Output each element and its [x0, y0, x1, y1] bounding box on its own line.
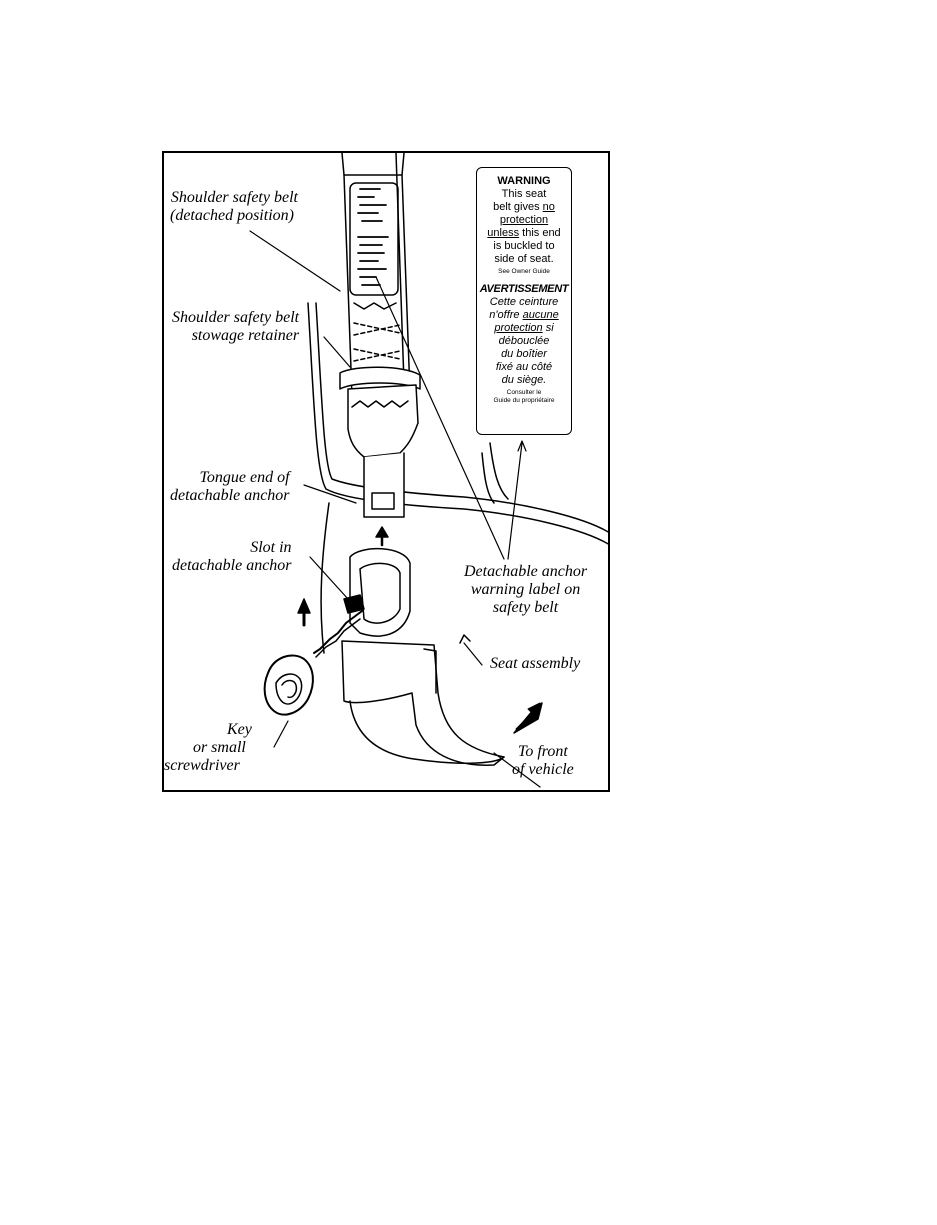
- label-text-part: si: [542, 322, 554, 334]
- tongue-plate: [348, 385, 418, 457]
- label-text: [477, 227, 571, 240]
- label-text: This seat: [501, 188, 547, 200]
- label-text-part: belt gives: [493, 201, 543, 213]
- label-text-underlined: protection: [499, 214, 549, 226]
- callout-slot: [172, 539, 292, 575]
- callout-line: Shoulder safety belt: [170, 189, 298, 206]
- seat-cushion-edge: [321, 503, 329, 653]
- callout-line: screwdriver: [164, 757, 240, 774]
- callout-line: Shoulder safety belt: [172, 309, 300, 326]
- label-text-underlined: no: [542, 201, 555, 213]
- label-text: side of seat.: [494, 253, 554, 265]
- label-text-underlined: unless: [487, 227, 520, 239]
- label-text: [477, 309, 571, 322]
- diagram-frame: [162, 151, 610, 792]
- callout-line: Detachable anchor: [464, 563, 588, 580]
- tongue-slot: [372, 493, 394, 509]
- callout-front-of-vehicle: [512, 743, 574, 779]
- label-heading-en: WARNING: [497, 175, 551, 187]
- label-text: [477, 322, 571, 335]
- callout-line: stowage retainer: [191, 327, 300, 344]
- label-small-text: See Owner Guide: [498, 268, 550, 275]
- callout-line: Tongue end of: [199, 469, 290, 486]
- label-text: débouclée: [498, 335, 550, 347]
- callout-line: warning label on: [470, 581, 581, 598]
- warning-label-card: [476, 167, 572, 435]
- label-text: Cette ceinture: [489, 296, 559, 308]
- label-small-text: Guide du propriétaire: [493, 397, 555, 404]
- seat-side-line-2: [490, 443, 508, 499]
- callout-key: [164, 721, 262, 775]
- leader-retainer: [324, 337, 350, 367]
- label-text-part: n'offre: [489, 309, 523, 321]
- leader-slot: [310, 557, 348, 599]
- callout-line: To front: [517, 743, 568, 760]
- callout-line: detachable anchor: [170, 487, 290, 504]
- label-text: du siège.: [501, 374, 547, 386]
- callout-line: or small: [192, 739, 246, 756]
- callout-line: (detached position): [170, 207, 294, 224]
- label-heading-fr: AVERTISSEMENT: [479, 283, 569, 295]
- label-text-underlined: protection: [494, 322, 543, 334]
- leader-shoulder: [250, 231, 340, 291]
- label-small-text: Consulter le: [506, 389, 542, 396]
- leader-seat: [464, 643, 482, 665]
- belt-text-panel: [350, 183, 398, 295]
- label-text-underlined: aucune: [522, 309, 559, 321]
- label-text: [477, 201, 571, 214]
- callout-line: Seat assembly: [490, 655, 581, 672]
- callout-line: of vehicle: [512, 761, 574, 778]
- callout-line: Slot in: [250, 539, 292, 556]
- label-text-part: this end: [519, 227, 561, 239]
- label-text: du boîtier: [501, 348, 547, 360]
- label-text: is buckled to: [493, 240, 555, 252]
- seat-mount-strap: [342, 641, 504, 765]
- callout-warning-label: [464, 563, 587, 617]
- label-text: [477, 214, 571, 227]
- leader-key: [274, 721, 288, 747]
- leader-tongue: [304, 485, 356, 503]
- callout-line: detachable anchor: [172, 557, 292, 574]
- callout-stowage-retainer: [172, 309, 299, 345]
- label-text: fixé au côté: [495, 361, 553, 373]
- callout-line: Key: [226, 721, 252, 738]
- callout-line: safety belt: [492, 599, 559, 616]
- leader-warning-2: [508, 443, 522, 559]
- callout-seat-assembly: [490, 655, 580, 673]
- key-head: [265, 655, 313, 714]
- callout-tongue-end: [170, 469, 290, 505]
- callout-shoulder-belt-detached: [170, 189, 298, 225]
